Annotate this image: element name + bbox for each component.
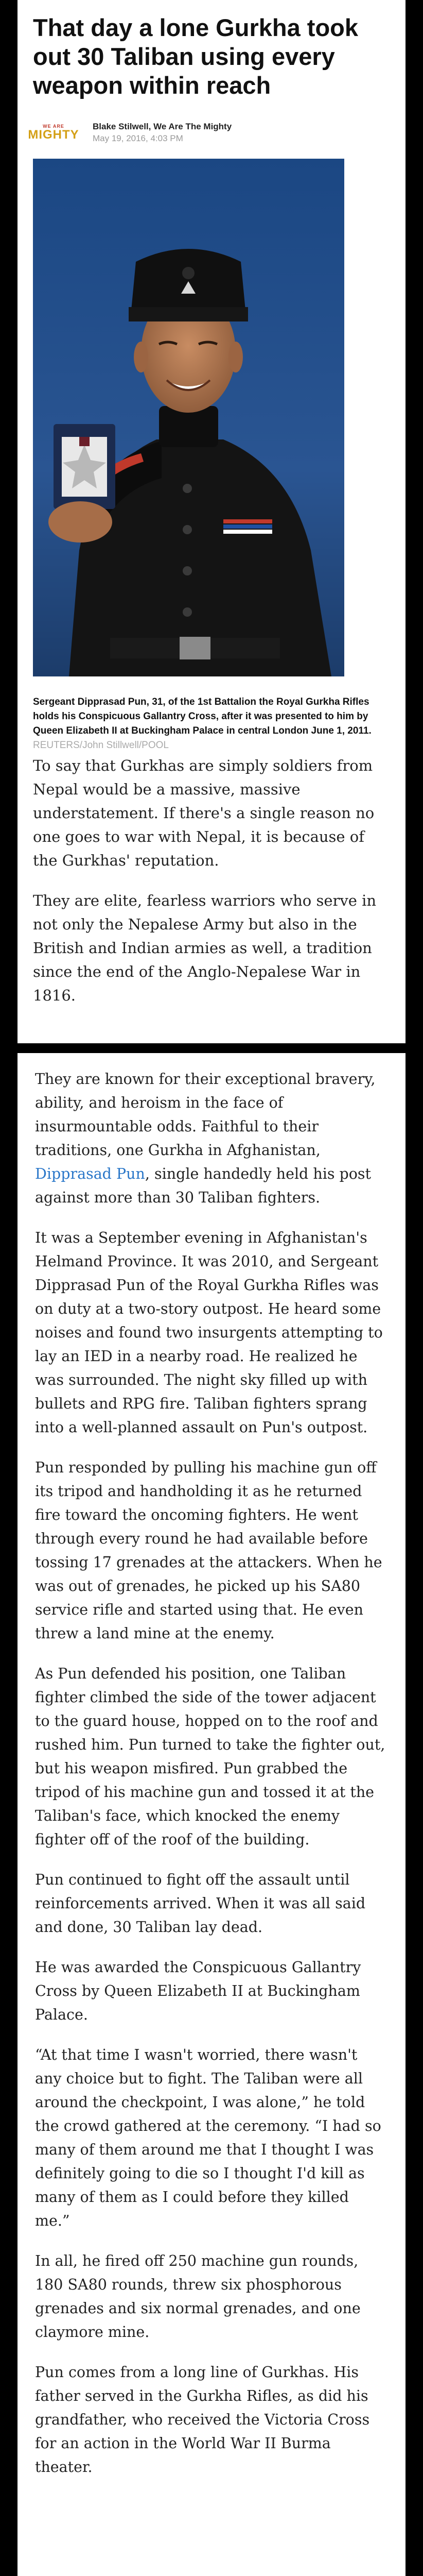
- publisher-logo[interactable]: [28, 122, 79, 143]
- paragraph-intro: To say that Gurkhas are simply soldiers from Nepal would be a massive, massive understatement. If there's a single reason no one goes to war with Nepal, it is because of the Gurkhas' reputation.: [33, 757, 375, 869]
- paragraph-lineage: Pun comes from a long line of Gurkhas. His father served in the Gurkha Rifles, as did his grandfather, who received the Victoria Cross for an action in the World War II Burma theater.: [35, 2364, 370, 2476]
- soldier-illustration: [33, 159, 344, 676]
- byline: [28, 121, 390, 144]
- logo-top-text: WE ARE: [43, 124, 64, 129]
- logo-main-text: MIGHTY: [28, 128, 79, 142]
- byline-text: [93, 121, 232, 144]
- dipprasad-pun-link[interactable]: Dipprasad Pun: [35, 1165, 145, 1182]
- paragraph-text: , single handedly held his post against more than 30 Taliban fighters.: [35, 1165, 371, 1206]
- paragraph-quote: “At that time I wasn't worried, there wasn't any choice but to fight. The Taliban were all around the checkpoint, I was alone,” he told the crowd gathered at the ceremony. “I had so many of them around me that I thought I was definitely going to die so I thought I'd kill as many of them as I could before they killed me.”: [35, 2046, 381, 2229]
- paragraph-known-for: [35, 1067, 388, 1210]
- article-photo: [33, 159, 344, 676]
- paragraph-tripod: As Pun defended his position, one Taliban fighter climbed the side of the tower adjacent to the guard house, hopped on to the roof and rushed him. Pun turned to take the fighter out, but his weapon misfired. Pun grabbed the tripod of his machine gun and tossed it at the Taliban's face, which knocked the enemy fighter off of the roof of the building.: [35, 1665, 385, 1848]
- paragraph-machine-gun: Pun responded by pulling his machine gun off its tripod and handholding it as he returned fire toward the oncoming fighters. He went through every round he had available before tossing 17 grenades at the attackers. When he was out of grenades, he picked up his SA80 service rifle and started using that. He even threw a land mine at the enemy.: [35, 1459, 382, 1642]
- article-headline: That day a lone Gurkha took out 30 Taliban using every weapon within reach: [33, 14, 358, 99]
- paragraph-september-evening: It was a September evening in Afghanistan's Helmand Province. It was 2010, and Sergeant Dipprasad Pun of the Royal Gurkha Rifles was on duty at a two-story outpost. He heard some noises and found two insurgents attempting to lay an IED in a nearby road. He realized he was surrounded. The night sky filled up with bullets and RPG fire. Taliban fighters sprang into a well-planned assault on Pun's outpost.: [35, 1229, 383, 1436]
- paragraph-text: They are known for their exceptional bravery, ability, and heroism in the face of insurmountable odds. Faithful to their traditions, one Gurkha in Afghanistan,: [35, 1071, 376, 1159]
- paragraph-elite: They are elite, fearless warriors who serve in not only the Nepalese Army but also in the British and Indian armies as well, a tradition since the end of the Anglo-Nepalese War in 1816.: [33, 892, 377, 1004]
- paragraph-reinforcements: Pun continued to fight off the assault until reinforcements arrived. When it was all said and done, 30 Taliban lay dead.: [35, 1871, 366, 1936]
- article-page-continued: [17, 1053, 406, 2576]
- paragraph-totals: In all, he fired off 250 machine gun rounds, 180 SA80 rounds, threw six phosphorous grenades and six normal grenades, and one claymore mine.: [35, 2252, 361, 2341]
- photo-caption: [33, 695, 390, 753]
- author-name[interactable]: Blake Stilwell, We Are The Mighty: [93, 122, 232, 131]
- photo-credit: REUTERS/John Stillwell/POOL: [33, 740, 169, 751]
- paragraph-award: He was awarded the Conspicuous Gallantry Cross by Queen Elizabeth II at Buckingham Palace.: [35, 1959, 361, 2023]
- caption-text: Sergeant Dipprasad Pun, 31, of the 1st Battalion the Royal Gurkha Rifles holds his Conspicuous Gallantry Cross, after it was presented to him by Queen Elizabeth II at Buckingham Palace in central London June 1, 2011.: [33, 697, 372, 736]
- publish-date: May 19, 2016, 4:03 PM: [93, 133, 183, 143]
- article-page-top: [17, 0, 406, 1043]
